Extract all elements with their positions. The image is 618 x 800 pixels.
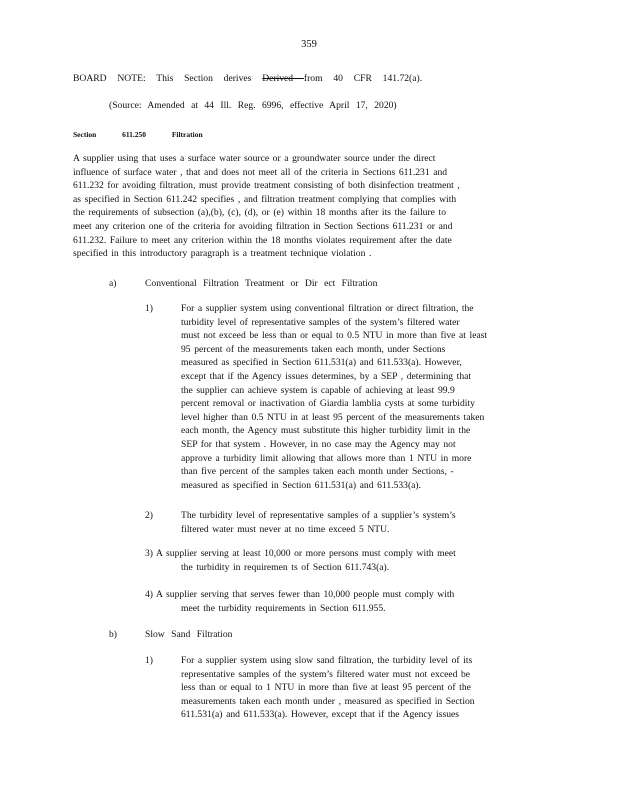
item-a1-line: percent removal or inactivation of Giardia lamblia cysts at some turbidity — [181, 398, 475, 410]
item-a1-line: than five percent of the samples taken each month under Sections, - — [181, 466, 454, 478]
item-a2-text — [181, 509, 541, 536]
item-a1-line: must not exceed be less than or equal to 0.5 NTU in more than five at least — [181, 330, 488, 342]
item-b1-line: measurements taken each month under , measured as specified in Section — [181, 695, 475, 707]
intro-line: the requirements of subsection (a),(b), (c), (d), or (e) within 18 months after its the failure to — [73, 207, 446, 219]
intro-line: 611.232. Failure to meet any criterion within the 18 months violates requirement after the date — [73, 234, 452, 246]
item-b1-line: For a supplier system using slow sand filtration, the turbidity level of its — [181, 655, 473, 666]
item-a1-line: 95 percent of the measurements taken each month, under Sections — [181, 343, 446, 355]
intro-line: meet any criterion one of the criteria for avoiding filtration in Section Sections 611.231 or and — [73, 220, 453, 232]
board-note: BOARD NOTE: This Section derives Derived from 40 CFR 141.72(a). — [73, 73, 423, 84]
item-a1-line: measured as specified in Section 611.531(a) and 611.533(a). — [181, 479, 421, 491]
item-a1-line: measured as specified in Section 611.531(a) and 611.533(a). However, — [181, 357, 462, 369]
source-note: (Source: Amended at 44 Ill. Reg. 6996, effective April 17, 2020) — [109, 100, 397, 111]
section-heading — [73, 128, 203, 142]
page-number: 359 — [301, 39, 317, 50]
item-b1-text — [181, 654, 541, 722]
item-a4-line: meet the turbidity requirements in Section 611.955. — [181, 602, 386, 614]
item-a1-line: approve a turbidity limit allowing that allows more than 1 NTU in more — [181, 452, 472, 464]
subsection-b-title: Slow Sand Filtration — [145, 629, 233, 640]
item-a1-line: except that if the Agency issues determines, by a SEP , determining that — [181, 370, 472, 382]
item-b1-line: 611.531(a) and 611.533(a). However, except that if the Agency issues — [181, 709, 459, 721]
item-a1-line: the supplier can achieve system is capable of achieving at least 99.9 — [181, 384, 455, 396]
intro-line: specified in this introductory paragraph is a treatment technique violation . — [73, 248, 372, 260]
item-a3-text — [145, 547, 545, 574]
item-a1-label: 1) — [145, 303, 153, 314]
intro-paragraph — [73, 152, 543, 261]
item-a1-line: For a supplier system using conventional filtration or direct filtration, the — [181, 303, 474, 314]
item-a1-line: SEP for that system . However, in no case may the Agency may not — [181, 438, 456, 450]
item-a1-text — [181, 302, 541, 492]
subsection-a-label: a) — [109, 278, 117, 289]
section-label: Section — [73, 130, 97, 139]
subsection-b-label: b) — [109, 629, 117, 640]
item-b1-line: representative samples of the system’s filtered water must not exceed be — [181, 668, 471, 680]
item-a3-line: the turbidity in requiremen ts of Section 611.743(a). — [181, 561, 390, 573]
intro-line: 611.232 for avoiding filtration, must provide treatment consisting of both disinfection treatment , — [73, 180, 460, 192]
item-a2-label: 2) — [145, 510, 153, 521]
subsection-a-title: Conventional Filtration Treatment or Dir ect Filtration — [145, 278, 378, 289]
intro-line: as specified in Section 611.242 specifies , and filtration treatment complying that complies with — [73, 193, 457, 205]
section-number: 611.250 — [122, 130, 147, 139]
item-b1-line: less than or equal to 1 NTU in more than five at least 95 percent of the — [181, 682, 471, 694]
item-a2-line: The turbidity level of representative samples of a supplier’s system’s — [181, 510, 456, 521]
intro-line: A supplier using that uses a surface water source or a groundwater source under the direct — [73, 153, 436, 164]
item-a3-line: 3) A supplier serving at least 10,000 or more persons must comply with meet — [145, 548, 456, 559]
item-a4-text — [145, 588, 545, 615]
item-a1-line: level higher than 0.5 NTU in at least 95 percent of the measurements taken — [181, 411, 485, 423]
item-a2-line: filtered water must never at no time exceed 5 NTU. — [181, 523, 390, 535]
item-b1-label: 1) — [145, 655, 153, 666]
intro-line: influence of surface water , that and does not meet all of the criteria in Sections 611.231 and — [73, 166, 448, 178]
item-a4-line: 4) A supplier serving that serves fewer than 10,000 people must comply with — [145, 589, 455, 600]
item-a1-line: each month, the Agency must substitute this higher turbidity limit in the — [181, 425, 471, 437]
section-title: Filtration — [171, 130, 203, 139]
item-a1-line: turbidity level of representative samples of the system’s filtered water — [181, 316, 460, 328]
